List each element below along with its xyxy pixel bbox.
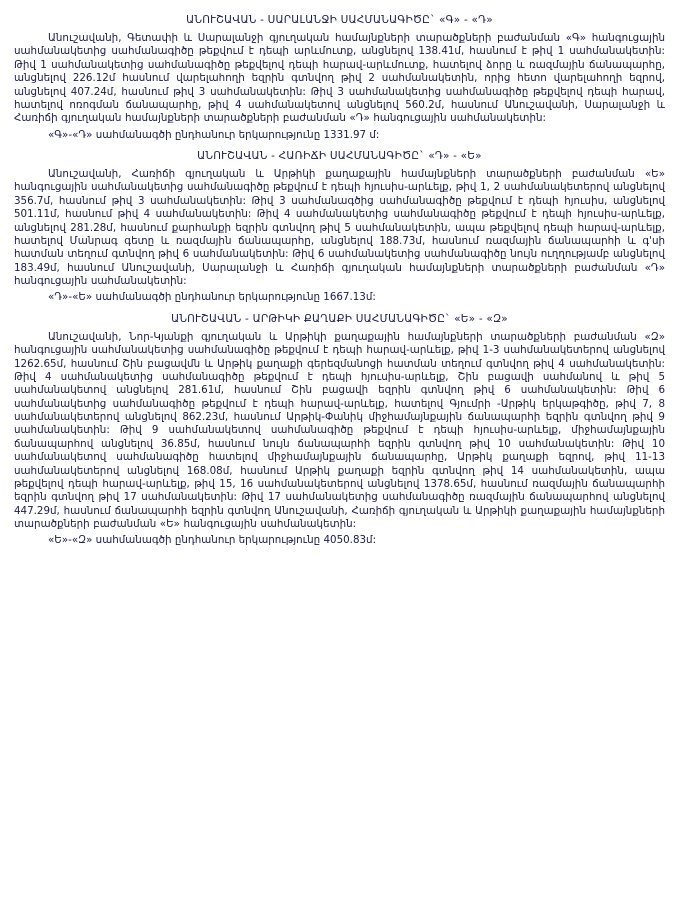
section-heading-3: ԱՆՈՒՇԱՎԱՆ - ԱՐԹԻԿԻ ՔԱՂԱՔԻ ՍԱՀՄԱՆԱԳԻԾԸ` «Ե» - «Զ» xyxy=(171,312,508,325)
section-summary-1: «Գ»-«Դ» սահմանագծի ընդհանուր երկարությունը 1331.97 մ: xyxy=(48,128,380,141)
section-body-3: Անուշավանի, Նոր-Կյանքի գյուղական և Արթիկի քաղաքային համայնքների տարածքների բաժանման «Զ» հանգուցային սահմանակետից սահմանագիծը թեքվում է դեպի հարավ-արևելք, թիվ 1-3 սահմանակետերով անցնելով 1262.65մ, հասնում Շին բացավմն և Արթիկ քաղաքի գերեզմանոցի հատման տեղում գտնվող թիվ 4 սահմանակետին: Թիվ 4 սահմանակետից սահմանագիծը թեքվում է դեպի հյուսիս-արևելք, Շին բացավի սահմանով և թիվ 5 սահմանակետով անցնելով 281.61մ, հասնում Շին բացավի եզրին գտնվող թիվ 6 սահմանակետին: Թիվ 6 սահմանակետից սահմանագիծը թեքվում է դեպի հարավ-արևելք, հատելով Գյումրի -Արթիկ երկաթգիծը, թիվ 7, 8 սահմանակետերով անցնելով 862.23մ, հասնում Արթիկ-Փանիկ միջհամայնքային ճանապարհի եզրին գտնվող թիվ 9 սահմանակետին: Թիվ 9 սահմանակետով սահմանագիծը թեքվում է դեպի հյուսիս-արևելք, միջհամայնքային ճանապարհով անցնելով 36.85մ, հասնում նույն ճանապարհի եզրին գտնվող թիվ 10 սահմանակետին: Թիվ 10 սահմանակետով սահմանագիծը հատելով միջհամայնքային ճանապարհը, Արթիկ քաղաքի եզրով, թիվ 11-13 սահմանակետերով անցնելով 168.08մ, հասնում Արթիկ քաղաքի եզրին գտնվող թիվ 14 սահմանակետին, ապա թեքվելով դեպի հարավ-արևելք, թիվ 15, 16 սահմանակետերով անցնելով 1378.65մ, հասնում ռազմային ճանապարհի եզրին գտնվող թիվ 17 սահմանակետին: Թիվ 17 սահմանակետից սահմանագիծը ռազմային ճանապարհով անցնելով 447.29մ, հասնում ճանապարհի եզրին գտնվող Անուշավանի, Հառիճի գյուղական և Արթիկի քաղաքային համայնքների տարածքների բաժանման «Ե» հանգուցային սահմանակետին: xyxy=(14,330,665,530)
section-heading-1: ԱՆՈՒՇԱՎԱՆ - ՍԱՐԱԼԱՆՋԻ ՍԱՀՄԱՆԱԳԻԾԸ` «Գ» - «Դ» xyxy=(186,14,493,26)
section-body-2: Անուշավանի, Հառիճի գյուղական և Արթիկի քաղաքային համայնքների տարածքների բաժանման «Ե» հանգուցային սահմանակետից սահմանագիծը թեքվում է դեպի հյուսիս-արևելք, թիվ 1, 2 սահմանակետերով անցնելով 356.7մ, հասնում թիվ 3 սահմանակետին: Թիվ 3 սահմանագծից սահմանագիծը թեքվում է դեպի հյուսիս, անցնելով 501.11մ, հասնում թիվ 4 սահմանակետին: Թիվ 4 սահմանակետից սահմանագիծը թեքվում է դեպի հյուսիս-արևելք, անցնելով 281.28մ, հասնում քարհանքի եզրին գտնվող թիվ 5 սահմանակետին, ապա թեքվելով դեպի հարավ-արևելք, հատելով Մանրագ գետը և ռազմային ճանապարհը, անցնելով 188.73մ, հասնում ռազմային ճանապարհի և գ'սի հատման տեղում գտնվող թիվ 6 սահմանակետին: Թիվ 6 սահմանակետից սահմանագիծը նույն ուղղությամբ անցնելով 183.49մ, հասնում Անուշավանի, Սարալանջի և Հառիճի գյուղական համայնքների տարածքների բաժանման «Դ» հանգուցային սահմանակետին: xyxy=(14,168,665,287)
section-summary-2: «Դ»-«Ե» սահմանագծի ընդհանուր երկարությունը 1667.13մ: xyxy=(48,291,376,304)
section-body-1: Անուշավանի, Գետափի և Սարալանջի գյուղական համայնքների տարածքների բաժանման «Գ» հանգուցային սահմանակետից սահմանագիծը թեքվում է դեպի արևմուտք, անցնելով 138.41մ, հասնում է թիվ 1 սահմանակետին: Թիվ 1 սահմանակետից սահմանագիծը թեքվելով դեպի հարավ-արևմուտք, հատելով ձորը և ռազմային ճանապարհը, անցնելով 226.12մ հասնում վարելահողի եզրին գտնվող թիվ 2 սահմանակետին, որից հետո վարելահողի եզրով, անցնելով 407.24մ, հասնում թիվ 3 սահմանակետին: Թիվ 3 սահմանակետից սահմանագիծը թեքվելով դեպի հարավ, հատելով ոռոգման ճանապարհը, թիվ 4 սահմանակետով անցնելով 560.2մ, հասնում Անուշավանի, Սարալանջի և Հառիճի գյուղական համայնքների տարածքների բաժանման «Դ» հանգուցային սահմանակետին: xyxy=(14,32,665,125)
section-summary-3: «Ե»-«Զ» սահմանագծի ընդհանուր երկարությունը 4050.83մ: xyxy=(48,534,377,547)
section-heading-2: ԱՆՈՒՇԱՎԱՆ - ՀԱՌԻՃԻ ՍԱՀՄԱՆԱԳԻԾԸ` «Դ» - «Ե» xyxy=(197,150,482,162)
